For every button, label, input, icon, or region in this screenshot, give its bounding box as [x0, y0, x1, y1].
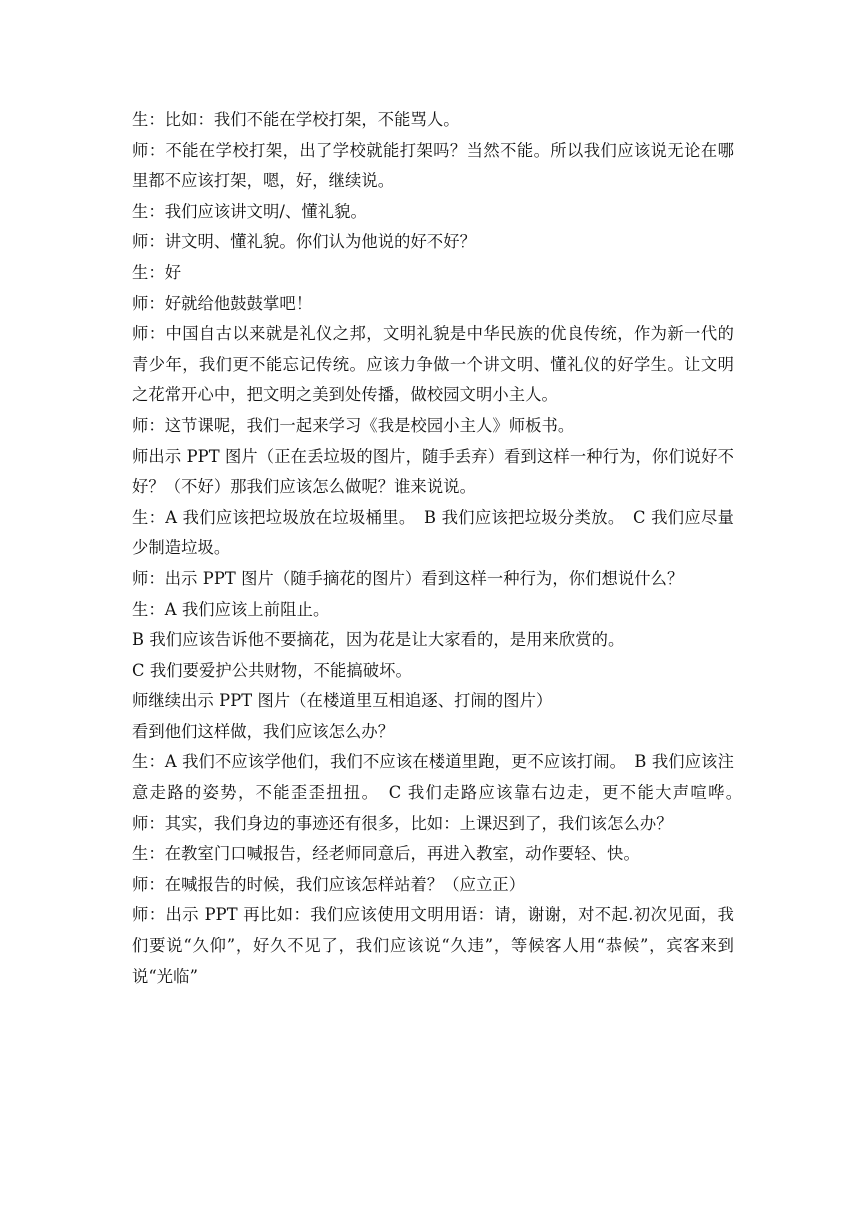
- document-body: [132, 105, 751, 992]
- paragraph: 生：A 我们不应该学他们，我们不应该在楼道里跑，更不应该打闹。 B 我们应该注意走路的姿势，不能歪歪扭扭。 C 我们走路应该靠右边走，更不能大声喧哗。 师：其实，我们身边的事迹还有很多，比如：上课迟到了，我们该怎么办？: [132, 752, 751, 833]
- paragraph: 生：在教室门口喊报告，经老师同意后，再进入教室，动作要轻、快。: [132, 844, 640, 864]
- paragraph: 生：我们应该讲文明/、懂礼貌。: [132, 201, 367, 221]
- paragraph: 师：在喊报告的时候，我们应该怎样站着？（应立正）: [132, 874, 526, 894]
- paragraph: 生：A 我们应该上前阻止。: [132, 599, 330, 619]
- paragraph: 生：比如：我们不能在学校打架，不能骂人。: [132, 110, 460, 129]
- paragraph: 生：A 我们应该把垃圾放在垃圾桶里。 B 我们应该把垃圾分类放。 C 我们应尽量少制造垃圾。: [132, 507, 734, 558]
- paragraph: 师：这节课呢，我们一起来学习《我是校园小主人》师板书。: [132, 415, 575, 435]
- paragraph: 生：好: [132, 262, 182, 282]
- paragraph: B 我们应该告诉他不要摘花，因为花是让大家看的，是用来欣赏的。: [132, 630, 625, 650]
- paragraph: 看到他们这样做，我们应该怎么办？: [132, 721, 395, 741]
- paragraph: 师：出示 PPT 再比如：我们应该使用文明用语：请，谢谢，对不起.初次见面，我们要说“久仰”，好久不见了，我们应该说“久违”，等候客人用“恭候”，宾客来到说“光临”: [132, 905, 734, 986]
- paragraph: 师出示 PPT 图片（正在丢垃圾的图片，随手丢弃）看到这样一种行为，你们说好不好？（不好）那我们应该怎么做呢？谁来说说。: [132, 446, 734, 497]
- paragraph: 师继续出示 PPT 图片（在楼道里互相追逐、打闹的图片）: [132, 691, 553, 711]
- paragraph: 师：不能在学校打架，出了学校就能打架吗？当然不能。所以我们应该说无论在哪里都不应该打架，嗯，好，继续说。: [132, 140, 734, 191]
- paragraph: 师：讲文明、懂礼貌。你们认为他说的好不好？: [132, 232, 477, 252]
- paragraph: C 我们要爱护公共财物，不能搞破坏。: [132, 660, 412, 680]
- paragraph: 师：好就给他鼓鼓掌吧！: [132, 293, 313, 313]
- paragraph: 师：出示 PPT 图片（随手摘花的图片）看到这样一种行为，你们想说什么？: [132, 568, 684, 588]
- paragraph: 师：中国自古以来就是礼仪之邦，文明礼貌是中华民族的优良传统，作为新一代的青少年，我们更不能忘记传统。应该力争做一个讲文明、懂礼仪的好学生。让文明之花常开心中，把文明之美到处传播，做校园文明小主人。: [132, 324, 734, 405]
